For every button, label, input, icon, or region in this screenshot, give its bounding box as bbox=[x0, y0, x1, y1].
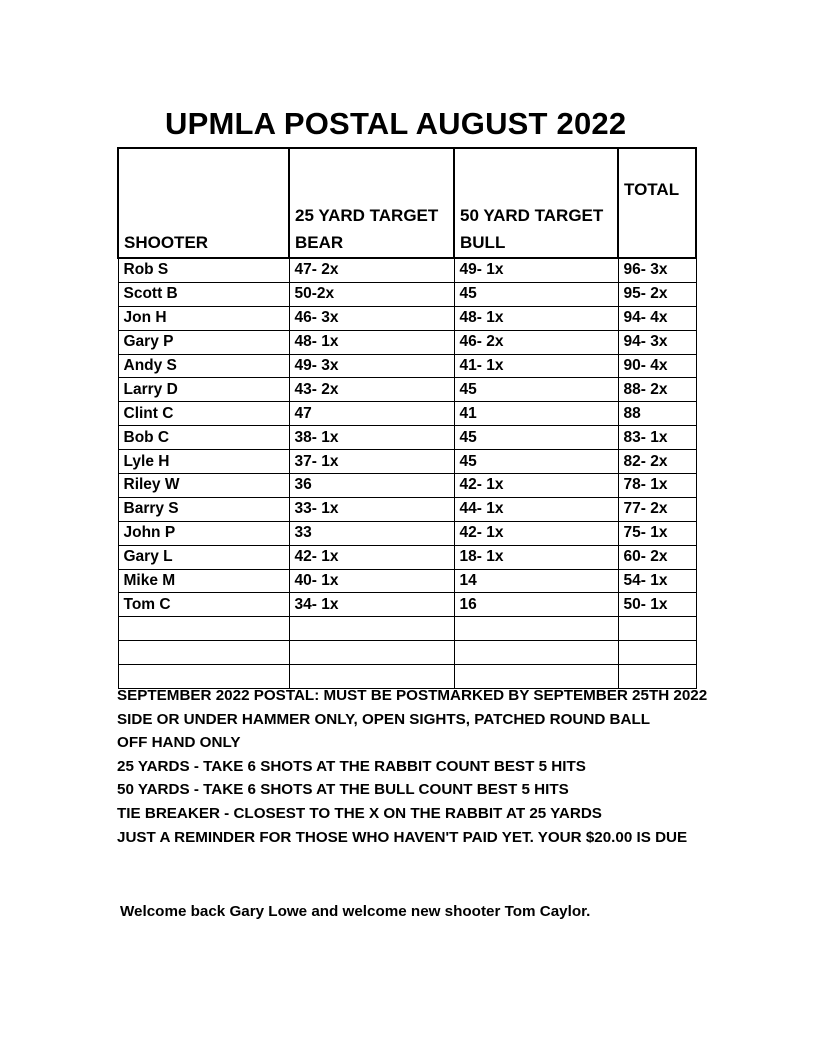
cell-50-yard: 41 bbox=[454, 402, 618, 426]
cell-total: 82- 2x bbox=[618, 450, 696, 474]
cell-total: 83- 1x bbox=[618, 426, 696, 450]
table-row bbox=[118, 378, 696, 402]
cell-25-yard: 37- 1x bbox=[289, 450, 454, 474]
cell-50-yard: 18- 1x bbox=[454, 545, 618, 569]
cell-total: 88 bbox=[618, 402, 696, 426]
cell-total bbox=[618, 641, 696, 665]
cell-50-yard: 45 bbox=[454, 450, 618, 474]
cell-25-yard bbox=[289, 641, 454, 665]
cell-total: 90- 4x bbox=[618, 354, 696, 378]
table-row bbox=[118, 521, 696, 545]
cell-total: 96- 3x bbox=[618, 258, 696, 282]
cell-50-yard: 46- 2x bbox=[454, 330, 618, 354]
cell-25-yard: 33- 1x bbox=[289, 497, 454, 521]
cell-25-yard: 42- 1x bbox=[289, 545, 454, 569]
header-25-yard bbox=[289, 148, 454, 258]
cell-shooter: Lyle H bbox=[118, 450, 289, 474]
cell-50-yard: 42- 1x bbox=[454, 521, 618, 545]
table-row bbox=[118, 641, 696, 665]
table-header-row bbox=[118, 148, 696, 258]
cell-shooter: Gary L bbox=[118, 545, 289, 569]
table-row bbox=[118, 474, 696, 498]
cell-25-yard: 33 bbox=[289, 521, 454, 545]
cell-50-yard: 44- 1x bbox=[454, 497, 618, 521]
welcome-message: Welcome back Gary Lowe and welcome new shooter Tom Caylor. bbox=[120, 903, 591, 920]
cell-total: 75- 1x bbox=[618, 521, 696, 545]
note-line: 50 YARDS - TAKE 6 SHOTS AT THE BULL COUNT BEST 5 HITS bbox=[117, 781, 569, 799]
header-total bbox=[618, 148, 696, 258]
cell-total bbox=[618, 617, 696, 641]
header-50-yard-line2: BULL bbox=[460, 233, 506, 252]
cell-50-yard: 45 bbox=[454, 426, 618, 450]
cell-25-yard: 34- 1x bbox=[289, 593, 454, 617]
cell-total: 50- 1x bbox=[618, 593, 696, 617]
cell-total: 54- 1x bbox=[618, 569, 696, 593]
cell-shooter: Riley W bbox=[118, 474, 289, 498]
cell-shooter: Barry S bbox=[118, 497, 289, 521]
header-25-yard-line1: 25 YARD TARGET bbox=[295, 206, 439, 225]
table-row bbox=[118, 282, 696, 306]
header-shooter bbox=[118, 148, 289, 258]
table-row bbox=[118, 402, 696, 426]
table-row bbox=[118, 354, 696, 378]
cell-25-yard: 46- 3x bbox=[289, 306, 454, 330]
cell-shooter: Clint C bbox=[118, 402, 289, 426]
cell-25-yard: 36 bbox=[289, 474, 454, 498]
note-line: 25 YARDS - TAKE 6 SHOTS AT THE RABBIT COUNT BEST 5 HITS bbox=[117, 757, 586, 775]
note-line: TIE BREAKER - CLOSEST TO THE X ON THE RABBIT AT 25 YARDS bbox=[117, 804, 602, 822]
cell-25-yard: 47- 2x bbox=[289, 258, 454, 282]
page-title: UPMLA POSTAL AUGUST 2022 bbox=[165, 106, 627, 141]
cell-shooter: Bob C bbox=[118, 426, 289, 450]
cell-50-yard: 14 bbox=[454, 569, 618, 593]
table-row bbox=[118, 593, 696, 617]
table-row bbox=[118, 497, 696, 521]
scores-table bbox=[117, 147, 697, 689]
cell-total: 88- 2x bbox=[618, 378, 696, 402]
table-row bbox=[118, 545, 696, 569]
cell-50-yard: 45 bbox=[454, 282, 618, 306]
cell-50-yard: 42- 1x bbox=[454, 474, 618, 498]
cell-total: 94- 4x bbox=[618, 306, 696, 330]
table-row bbox=[118, 258, 696, 282]
table-row bbox=[118, 617, 696, 641]
cell-25-yard: 43- 2x bbox=[289, 378, 454, 402]
cell-shooter: Larry D bbox=[118, 378, 289, 402]
cell-shooter: Andy S bbox=[118, 354, 289, 378]
cell-25-yard: 48- 1x bbox=[289, 330, 454, 354]
table-body bbox=[118, 258, 696, 689]
note-line: SEPTEMBER 2022 POSTAL: MUST BE POSTMARKED BY SEPTEMBER 25TH 2022 bbox=[117, 687, 708, 704]
cell-50-yard bbox=[454, 617, 618, 641]
cell-shooter: John P bbox=[118, 521, 289, 545]
cell-50-yard: 48- 1x bbox=[454, 306, 618, 330]
header-50-yard bbox=[454, 148, 618, 258]
cell-50-yard: 41- 1x bbox=[454, 354, 618, 378]
table-row bbox=[118, 330, 696, 354]
cell-total: 60- 2x bbox=[618, 545, 696, 569]
cell-total: 77- 2x bbox=[618, 497, 696, 521]
cell-25-yard: 38- 1x bbox=[289, 426, 454, 450]
cell-25-yard: 50-2x bbox=[289, 282, 454, 306]
cell-shooter bbox=[118, 641, 289, 665]
note-line: OFF HAND ONLY bbox=[117, 734, 241, 752]
cell-25-yard bbox=[289, 617, 454, 641]
header-50-yard-line1: 50 YARD TARGET bbox=[460, 206, 604, 225]
cell-total: 78- 1x bbox=[618, 474, 696, 498]
cell-total: 95- 2x bbox=[618, 282, 696, 306]
header-25-yard-line2: BEAR bbox=[295, 233, 344, 252]
note-line: SIDE OR UNDER HAMMER ONLY, OPEN SIGHTS, PATCHED ROUND BALL bbox=[117, 710, 650, 728]
cell-50-yard: 49- 1x bbox=[454, 258, 618, 282]
cell-shooter: Scott B bbox=[118, 282, 289, 306]
cell-shooter bbox=[118, 617, 289, 641]
cell-25-yard: 47 bbox=[289, 402, 454, 426]
cell-shooter: Gary P bbox=[118, 330, 289, 354]
cell-50-yard bbox=[454, 641, 618, 665]
note-line: JUST A REMINDER FOR THOSE WHO HAVEN'T PAID YET. YOUR $20.00 IS DUE bbox=[117, 828, 688, 846]
cell-shooter: Rob S bbox=[118, 258, 289, 282]
cell-50-yard: 45 bbox=[454, 378, 618, 402]
cell-shooter: Jon H bbox=[118, 306, 289, 330]
cell-25-yard: 49- 3x bbox=[289, 354, 454, 378]
table-row bbox=[118, 426, 696, 450]
cell-total: 94- 3x bbox=[618, 330, 696, 354]
table-row bbox=[118, 306, 696, 330]
table-row bbox=[118, 569, 696, 593]
postal-notes bbox=[117, 684, 707, 849]
table-row bbox=[118, 450, 696, 474]
cell-shooter: Mike M bbox=[118, 569, 289, 593]
header-total-label: TOTAL bbox=[624, 180, 680, 199]
header-shooter-label: SHOOTER bbox=[124, 233, 209, 252]
cell-50-yard: 16 bbox=[454, 593, 618, 617]
cell-25-yard: 40- 1x bbox=[289, 569, 454, 593]
cell-shooter: Tom C bbox=[118, 593, 289, 617]
